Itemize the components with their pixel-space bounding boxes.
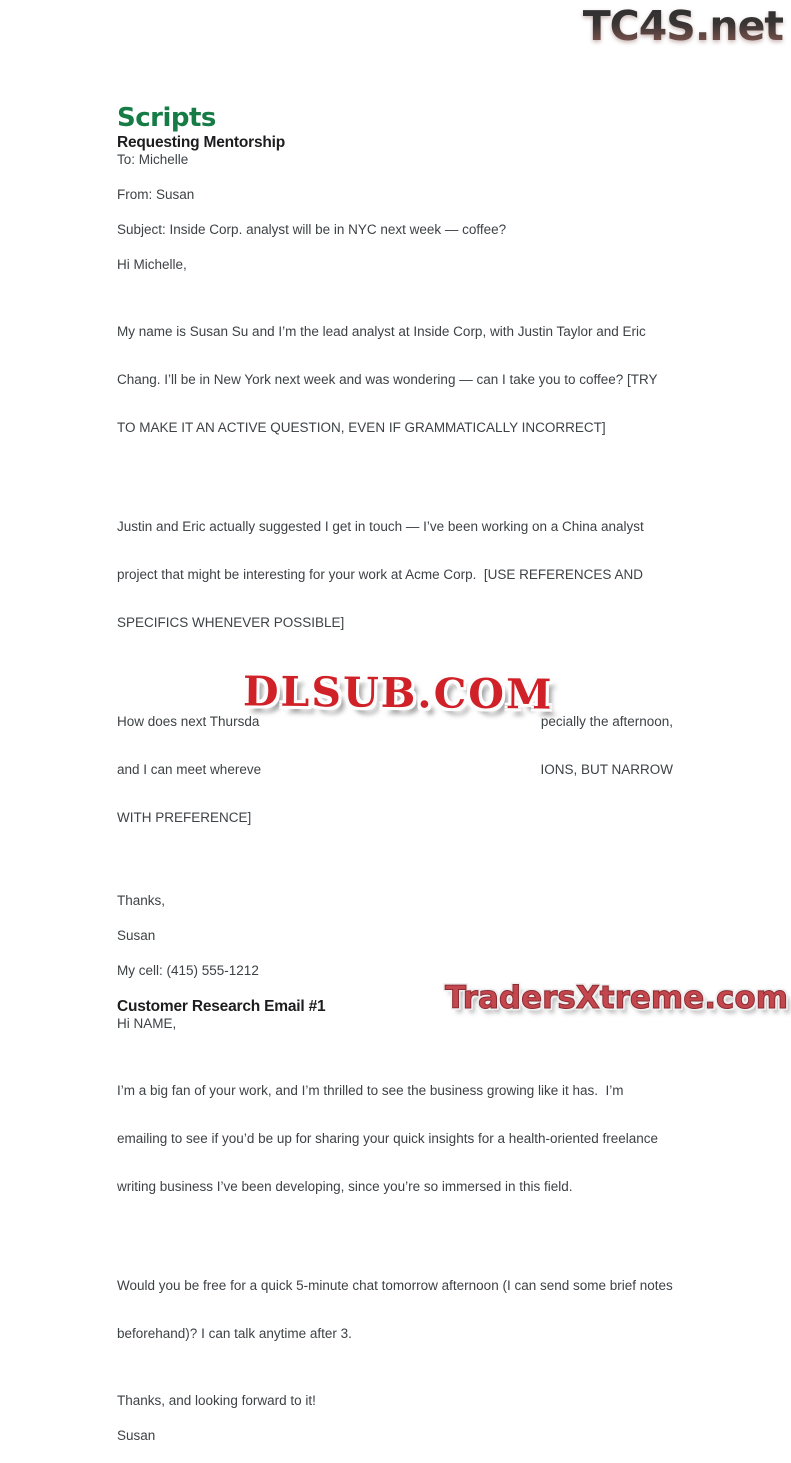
- paragraph-intro: [117, 292, 673, 468]
- paragraph-line: beforehand)? I can talk anytime after 3.: [117, 1326, 352, 1341]
- paragraph-availability: [117, 667, 673, 874]
- page-title: Scripts: [117, 103, 216, 133]
- paragraph-line: My name is Susan Su and I’m the lead analyst at Inside Corp, with Justin Taylor and Eric: [117, 324, 646, 339]
- paragraph-references: [117, 487, 673, 663]
- paragraph-line: Chang. I’ll be in New York next week and was wondering — can I take you to coffee? [TRY: [117, 372, 658, 387]
- covered-line: [117, 762, 673, 778]
- tc4s-watermark: TC4S.net: [582, 2, 783, 50]
- section-heading-requesting-mentorship: Requesting Mentorship: [117, 134, 286, 151]
- section-heading-customer-research-email: Customer Research Email #1: [117, 998, 326, 1015]
- covered-line-left: How does next Thursda: [117, 714, 260, 729]
- email-to-line: To: Michelle: [117, 152, 189, 167]
- email-greeting: Hi Michelle,: [117, 257, 187, 272]
- email2-greeting: Hi NAME,: [117, 1016, 177, 1031]
- email-from-line: From: Susan: [117, 187, 195, 202]
- email-cell-line: My cell: (415) 555-1212: [117, 963, 259, 978]
- email-subject-line: Subject: Inside Corp. analyst will be in NYC next week — coffee?: [117, 222, 507, 237]
- paragraph-chat-request: [117, 1246, 673, 1374]
- paragraph-line: project that might be interesting for your work at Acme Corp. [USE REFERENCES AND: [117, 567, 643, 582]
- paragraph-line: writing business I’ve been developing, since you’re so immersed in this field.: [117, 1179, 573, 1194]
- dlsub-watermark: DLSUB.COM: [242, 667, 554, 719]
- email2-closing: Thanks, and looking forward to it!: [117, 1393, 316, 1408]
- paragraph-line: SPECIFICS WHENEVER POSSIBLE]: [117, 615, 345, 630]
- paragraph-line: TO MAKE IT AN ACTIVE QUESTION, EVEN IF GRAMMATICALLY INCORRECT]: [117, 420, 606, 435]
- paragraph-line: Would you be free for a quick 5-minute chat tomorrow afternoon (I can send some brief notes: [117, 1278, 673, 1293]
- covered-line-full: WITH PREFERENCE]: [117, 810, 252, 825]
- email-signature: Susan: [117, 928, 156, 943]
- paragraph-line: I’m a big fan of your work, and I’m thrilled to see the business growing like it has. I’m: [117, 1083, 624, 1098]
- covered-line-right: pecially the afternoon,: [540, 714, 673, 729]
- covered-line-right: IONS, BUT NARROW: [540, 762, 673, 777]
- document-content: [117, 0, 673, 1463]
- tradersxtreme-watermark: TradersXtreme.com: [444, 980, 788, 1016]
- paragraph-line: emailing to see if you’d be up for sharing your quick insights for a health-oriented freelance: [117, 1131, 659, 1146]
- email-closing: Thanks,: [117, 893, 166, 908]
- paragraph-fan: [117, 1051, 673, 1227]
- covered-line-left: and I can meet whereve: [117, 762, 262, 777]
- email2-signature: Susan: [117, 1428, 156, 1443]
- paragraph-line: Justin and Eric actually suggested I get in touch — I’ve been working on a China analyst: [117, 519, 644, 534]
